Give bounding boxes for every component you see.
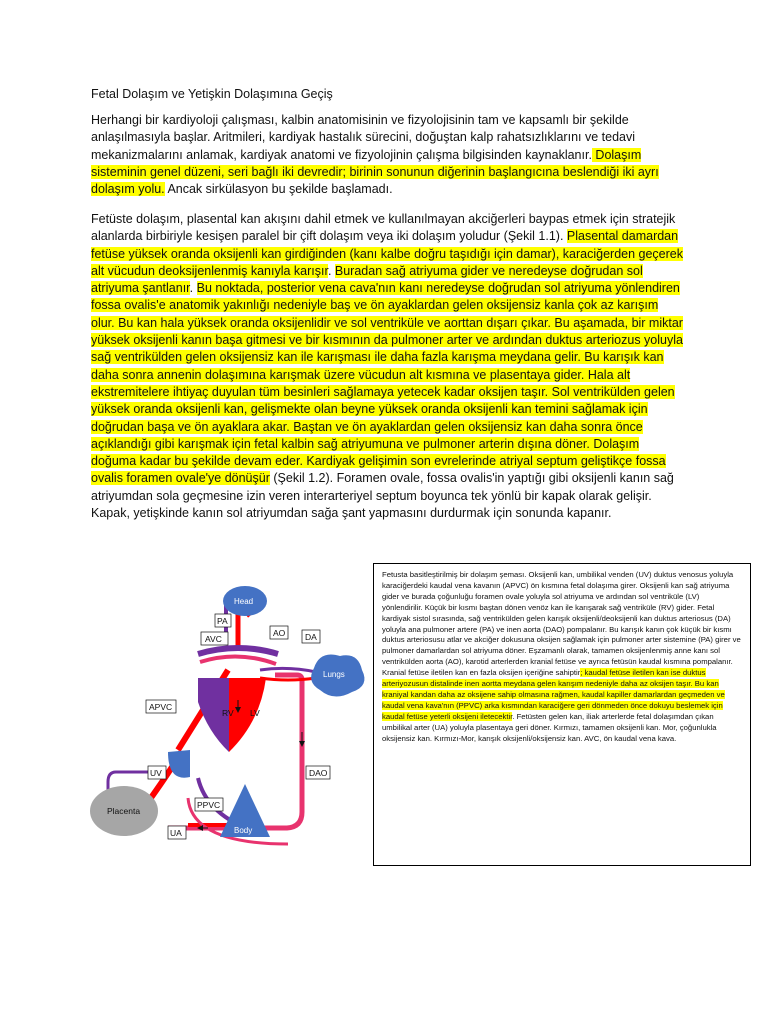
text-run: . <box>189 281 197 296</box>
lung-vessel <box>260 668 316 672</box>
ductus-arteriosus-vessel <box>200 656 276 664</box>
text-run: Ancak sirkülasyon bu şekilde başlamadı. <box>164 182 393 197</box>
diagram-label-ppvc: PPVC <box>197 800 221 810</box>
diagram-label-body: Body <box>234 826 253 835</box>
diagram-label-dao: DAO <box>309 768 328 778</box>
diagram-label-rv: RV <box>222 708 234 718</box>
diagram-label-placenta: Placenta <box>107 806 141 816</box>
text-run: Herhangi bir kardiyoloji çalışması, kalbin anatomisinin ve fizyolojisinin tam ve kapsamlı bir şekilde anlaşılmasıyla başlar. Aritmileri, kardiyak hastalık sürecini, doğuştan kalp rahatsızlıklarını ve tedavi mekanizmalarını anlamak, kardiyak anatomi ve fizyolojinin çalışma bilgisinden kaynaklanır. <box>91 113 635 162</box>
highlighted-text: Bu noktada, posterior vena cava'nın kanı neredeyse doğrudan sol atriyuma yönlendiren fossa ovalis'e anatomik yakınlığı nedeniyle baş ve ön ayaklardan gelen oksijensiz kanla çok az karışım olur. Bu kan hala yüksek oranda oksijenlidir ve sol ventriküle ve aorttan dışarı çıkar. Bu aşamada, bir miktar yüksek oksijenli kanın başa gitmesi ve bir kısmının da pulmoner arter ve ardından duktus arteriozus yoluyla sağ ventrikülden gelen oksijensiz kan ile karışması ile daha fazla karışma meydana gelir. Bu karışık kan daha sonra annenin dolaşımına karışmak üzere vücudun alt kısmına ve plasentaya gider. Hala alt ekstremitelere ihtiyaç duyulan tüm besinleri sağlamaya yetecek kadar oksijen taşır. Sol ventrikülden gelen yüksek oranda oksijenli kan, gelişmekte olan beyne yüksek oranda oksijenli kan temini sağlamak için doğrudan başa ve ön ayaklara akar. Baştan ve ön ayaklardan gelen oksijensiz kan daha sonra önce açıklandığı gibi karışmak için fetal kalbin sağ atriyumuna ve pulmoner arterin dışına döner. Dolaşım doğuma kadar bu şekilde devam eder. Kardiyak gelişimin son evrelerinde atriyal septum geliştikçe fossa ovalis foramen ovale'ye dönüşür <box>91 281 683 486</box>
diagram-label-ua: UA <box>170 828 182 838</box>
diagram-label-lv: LV <box>250 708 260 718</box>
figure-caption <box>373 563 751 866</box>
fetal-circulation-diagram <box>88 582 370 858</box>
left-ventricle <box>229 678 266 752</box>
pulmonary-vein-vessel <box>260 678 316 680</box>
diagram-label-uv: UV <box>150 768 162 778</box>
text-run: (Şekil 1.2). Foramen ovale, fossa ovalis'in yaptığı gibi oksijenli kanın sağ atriyumdan sola geçmesine izin veren interarteriyel septum boyunca tek yönlü bir kapak olarak gelişir. Kapak, yetişkinde kanın sol atriyumdan sağa şant yapmasını durdurmak için sonunda kapanır. <box>91 471 674 521</box>
page-title: Fetal Dolaşım ve Yetişkin Dolaşımına Geçiş <box>91 87 333 101</box>
diagram-label-pa: PA <box>217 616 228 626</box>
text-run: Fetusta basitleştirilmiş bir dolaşım şeması. Oksijenli kan, umbilikal venden (UV) duktus venosus yoluyla karaciğerdeki kaudal vena kavanın (APVC) ön kısmına fetal dolaşıma girer. Oksijenli kan sağ atriyuma gider ve burada çoğunluğu foramen ovale yoluyla sol atriyuma ve ardından sol ventriküle (LV) yönlendirilir. Küçük bir kısmı baştan dönen venöz kan ile karışarak sağ ventriküle (RV) gider. Fetal kardiyak sistol sırasında, sağ ventrikülden gelen karışık oksijenli/deoksijenli kan duktus arteriosus (DA) yoluyla ana pulmoner artere (PA) ve inen aorta (DAO) pompalanır. Bu karışık kanın çok küçük bir kısmı duktus arteriosusu atlar ve akciğer dokusuna oksijen sağlamak için pulmoner arter sistemine (PA) girer ve pulmoner damarlardan sol atriyuma döner. Eşzamanlı olarak, tamamen oksijenlenmiş anne kanı sol ventrikülden aorta (AO), karotid arterlerden kranial fetüse ve ayrıca fetüsün kaudal kısmına pompalanır. Kranial fetüse iletilen kan en fazla oksijen içeriğine sahiptir <box>382 570 741 678</box>
diagram-label-da: DA <box>305 632 317 642</box>
text-run: Fetüste dolaşım, plasental kan akışını dahil etmek ve kullanılmayan akciğerleri baypas etmek için stratejik alanlarda birbiriyle kesişen paralel bir çift dolaşım veya iki dolaşım yoludur (Şekil 1.1). <box>91 212 676 244</box>
paragraph-intro <box>91 112 683 198</box>
text-run: . <box>327 263 335 278</box>
highlighted-text: ; kaudal fetüse iletilen kan ise duktus arteriyozusun distalinde inen aortta meydana gelen karışım nedeniyle daha az oksijen taşır. Bu kan kraniyal kandan daha az oksijene sahip olmasına rağmen, kaudal kapiller damarlardan geçmeden ve kaudal vena kava'nın (PPVC) arka kısmından karaciğere geri dönmeden önce dokuyu beslemek için kaudal fetüse yeterli oksijeni iletecektir <box>382 668 725 721</box>
highlighted-text: Buradan sağ atriyuma gider ve neredeyse doğrudan sol atriyuma şantlanır <box>91 263 643 296</box>
diagram-label-ao: AO <box>273 628 286 638</box>
diagram-label-head: Head <box>234 597 254 606</box>
text-run: . Fetüsten gelen kan, iliak arterlerde fetal dolaşımdan çıkan umbilikal arter (UA) yoluyla plasentaya geri döner. Kırmızı, tamamen oksijenli kan. Mor, çoğunlukla oksijensiz kan. Kırmızı-Mor, karışık oksijenli/oksijensiz kan. AVC, ön kaudal vena kava. <box>382 711 717 743</box>
diagram-label-apvc: APVC <box>149 702 173 712</box>
diagram-label-lungs: Lungs <box>323 670 345 679</box>
paragraph-fetal-circulation <box>91 211 683 522</box>
pulmonary-artery-vessel <box>198 648 278 654</box>
highlighted-text: Plasental damardan fetüse yüksek oranda oksijenli kan girdiğinden (kanı kalbe doğru taşıdığı için damar), karaciğerden geçerek alt vücudun deoksijenlenmiş kanıyla karışır <box>91 229 683 278</box>
diagram-svg <box>88 582 370 858</box>
highlighted-text: Dolaşım sisteminin genel düzeni, seri bağlı iki devredir; birinin sonunun diğerinin başlangıcına beslendiği iki ayrı dolaşım yolu. <box>91 147 659 197</box>
diagram-label-avc: AVC <box>205 634 222 644</box>
